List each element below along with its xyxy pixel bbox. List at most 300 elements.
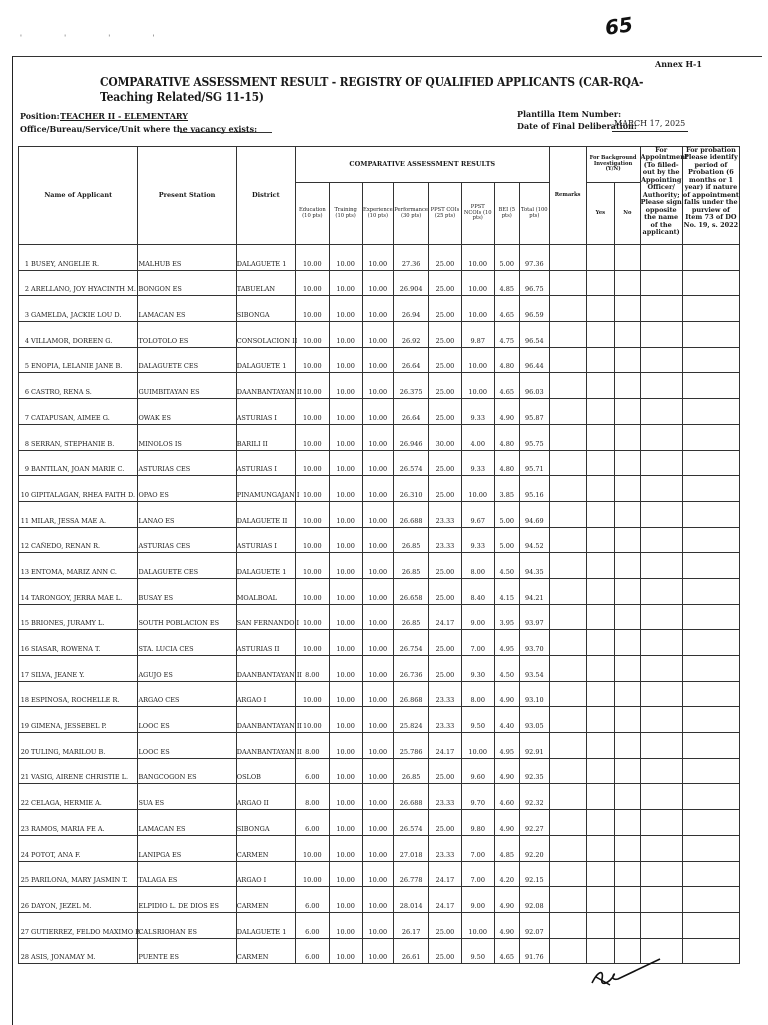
training-score: 10.00 (329, 835, 362, 861)
probation-cell (682, 810, 739, 836)
performance-score: 26.310 (394, 476, 429, 502)
table-row (19, 476, 740, 502)
ppst-coi-score: 25.00 (429, 476, 462, 502)
district: ARGAO II (236, 784, 295, 810)
education-score: 10.00 (295, 476, 329, 502)
performance-score: 26.85 (394, 758, 429, 784)
applicant-name: DAYON, JEZEL M. (31, 901, 92, 910)
signature-image (588, 953, 668, 993)
background-yes-cell (586, 604, 615, 630)
applicant-name: BANTILAN, JOAN MARIE C. (31, 465, 125, 474)
experience-score: 10.00 (362, 296, 394, 322)
probation-cell (682, 861, 739, 887)
applicant-cell (19, 861, 138, 887)
present-station: BANGCOGON ES (138, 758, 236, 784)
bei-score: 5.00 (494, 245, 519, 271)
performance-score: 27.018 (394, 835, 429, 861)
ppst-ncoi-score: 9.60 (461, 758, 494, 784)
total-score: 93.05 (519, 707, 549, 733)
total-score: 96.44 (519, 347, 549, 373)
table-row (19, 347, 740, 373)
education-score: 10.00 (295, 861, 329, 887)
district: SIBONGA (236, 810, 295, 836)
experience-score: 10.00 (362, 861, 394, 887)
remarks-cell (549, 758, 586, 784)
applicant-rows (19, 245, 740, 964)
education-score: 10.00 (295, 373, 329, 399)
applicant-cell (19, 373, 138, 399)
ppst-ncoi-score: 9.30 (461, 656, 494, 682)
performance-score: 26.868 (394, 681, 429, 707)
background-yes-cell (586, 424, 615, 450)
present-station: GUIMBITAYAN ES (138, 373, 236, 399)
performance-score: 28.014 (394, 887, 429, 913)
annex-label: Annex H-1 (655, 59, 702, 69)
row-number: 11 (20, 516, 29, 525)
applicant-name: TARONGOY, JERRA MAE L. (31, 593, 123, 602)
training-score: 10.00 (329, 912, 362, 938)
district: CARMEN (236, 835, 295, 861)
appointment-cell (640, 373, 682, 399)
appointment-cell (640, 296, 682, 322)
total-score: 92.35 (519, 758, 549, 784)
background-no-cell (615, 656, 640, 682)
applicant-name: CELAGA, HERMIE A. (31, 799, 102, 808)
deliberation-date: MARCH 17, 2025 (612, 119, 688, 132)
performance-score: 26.904 (394, 270, 429, 296)
ppst-ncoi-score: 9.00 (461, 604, 494, 630)
applicant-name: CASTRO, RENA S. (31, 388, 92, 397)
remarks-cell (549, 501, 586, 527)
ppst-coi-score: 23.33 (429, 835, 462, 861)
background-no-cell (615, 270, 640, 296)
training-score: 10.00 (329, 604, 362, 630)
row-number: 13 (20, 567, 29, 576)
table-row (19, 270, 740, 296)
header-no: No (615, 183, 640, 245)
ppst-ncoi-score: 7.00 (461, 861, 494, 887)
background-no-cell (615, 758, 640, 784)
background-no-cell (615, 245, 640, 271)
performance-score: 26.375 (394, 373, 429, 399)
remarks-cell (549, 527, 586, 553)
appointment-cell (640, 270, 682, 296)
performance-score: 26.64 (394, 347, 429, 373)
applicant-cell (19, 424, 138, 450)
total-score: 94.21 (519, 578, 549, 604)
ppst-ncoi-score: 7.00 (461, 630, 494, 656)
remarks-cell (549, 733, 586, 759)
education-score: 6.00 (295, 938, 329, 964)
ppst-ncoi-score: 9.33 (461, 450, 494, 476)
present-station: BUSAY ES (138, 578, 236, 604)
probation-cell (682, 681, 739, 707)
bei-score: 4.90 (494, 887, 519, 913)
ppst-coi-score: 23.33 (429, 527, 462, 553)
bei-score: 4.20 (494, 861, 519, 887)
scan-marks: ' ' ' ' (20, 34, 175, 42)
district: BARILI II (236, 424, 295, 450)
ppst-coi-score: 25.00 (429, 630, 462, 656)
probation-cell (682, 270, 739, 296)
experience-score: 10.00 (362, 270, 394, 296)
total-score: 95.87 (519, 399, 549, 425)
background-yes-cell (586, 322, 615, 348)
present-station: ASTURIAS CES (138, 450, 236, 476)
header-education: Education (10 pts) (295, 183, 329, 245)
applicant-cell (19, 784, 138, 810)
applicant-cell (19, 501, 138, 527)
bei-score: 4.15 (494, 578, 519, 604)
background-yes-cell (586, 835, 615, 861)
appointment-note: (To filled-out by the Appointing Officer/ Authority; Please sign opposite the name of the applicant) (640, 160, 682, 237)
ppst-coi-score: 25.00 (429, 373, 462, 399)
total-score: 95.75 (519, 424, 549, 450)
applicant-name: TULING, MARILOU B. (31, 747, 106, 756)
probation-cell (682, 656, 739, 682)
ppst-ncoi-score: 9.87 (461, 322, 494, 348)
bei-score: 4.75 (494, 322, 519, 348)
performance-score: 26.754 (394, 630, 429, 656)
experience-score: 10.00 (362, 476, 394, 502)
bei-score: 4.90 (494, 912, 519, 938)
probation-cell (682, 553, 739, 579)
ppst-coi-score: 25.00 (429, 399, 462, 425)
education-score: 10.00 (295, 604, 329, 630)
total-score: 92.07 (519, 912, 549, 938)
present-station: SUA ES (138, 784, 236, 810)
ppst-ncoi-score: 10.00 (461, 476, 494, 502)
row-number: 25 (20, 876, 29, 885)
training-score: 10.00 (329, 245, 362, 271)
remarks-cell (549, 399, 586, 425)
header-ppst-coi: PPST COIs (25 pts) (429, 183, 462, 245)
remarks-cell (549, 656, 586, 682)
performance-score: 26.85 (394, 527, 429, 553)
remarks-cell (549, 476, 586, 502)
training-score: 10.00 (329, 424, 362, 450)
performance-score: 26.92 (394, 322, 429, 348)
ppst-coi-score: 25.00 (429, 347, 462, 373)
education-score: 10.00 (295, 322, 329, 348)
ppst-ncoi-score: 10.00 (461, 296, 494, 322)
training-score: 10.00 (329, 784, 362, 810)
handwritten-page-mark: 65 (603, 12, 635, 40)
performance-score: 26.946 (394, 424, 429, 450)
row-number: 14 (20, 593, 29, 602)
ppst-coi-score: 25.00 (429, 450, 462, 476)
training-score: 10.00 (329, 501, 362, 527)
position-value: TEACHER II - ELEMENTARY (60, 111, 189, 121)
training-score: 10.00 (329, 758, 362, 784)
education-score: 6.00 (295, 887, 329, 913)
applicant-name: GIMENA, JESSEBEL P. (31, 722, 107, 731)
total-score: 91.76 (519, 938, 549, 964)
total-score: 93.70 (519, 630, 549, 656)
present-station: MALHUB ES (138, 245, 236, 271)
table-row (19, 322, 740, 348)
appointment-cell (640, 450, 682, 476)
education-score: 10.00 (295, 399, 329, 425)
background-no-cell (615, 887, 640, 913)
background-no-cell (615, 501, 640, 527)
appointment-title: For Appointment (640, 146, 688, 162)
ppst-ncoi-score: 10.00 (461, 912, 494, 938)
applicant-name: ENTOMA, MARIZ ANN C. (31, 567, 117, 576)
row-number: 7 (24, 413, 29, 422)
remarks-cell (549, 553, 586, 579)
experience-score: 10.00 (362, 835, 394, 861)
remarks-cell (549, 245, 586, 271)
table-row (19, 912, 740, 938)
row-number: 6 (24, 388, 29, 397)
bei-score: 5.00 (494, 527, 519, 553)
background-yes-cell (586, 270, 615, 296)
experience-score: 10.00 (362, 733, 394, 759)
background-no-cell (615, 630, 640, 656)
district: DAANBANTAYAN II (236, 733, 295, 759)
total-score: 92.91 (519, 733, 549, 759)
present-station: ELPIDIO L. DE DIOS ES (138, 887, 236, 913)
experience-score: 10.00 (362, 912, 394, 938)
appointment-cell (640, 707, 682, 733)
probation-cell (682, 630, 739, 656)
appointment-cell (640, 758, 682, 784)
present-station: OPAO ES (138, 476, 236, 502)
performance-score: 26.736 (394, 656, 429, 682)
document-title: COMPARATIVE ASSESSMENT RESULT - REGISTRY OF QUALIFIED APPLICANTS (CAR-RQA-Teaching Related/SG 11-15) (100, 74, 644, 104)
background-yes-cell (586, 399, 615, 425)
experience-score: 10.00 (362, 501, 394, 527)
present-station: CALSRIOHAN ES (138, 912, 236, 938)
table-row (19, 553, 740, 579)
bei-score: 3.95 (494, 604, 519, 630)
applicant-cell (19, 553, 138, 579)
remarks-cell (549, 347, 586, 373)
training-score: 10.00 (329, 656, 362, 682)
district: MOALBOAL (236, 578, 295, 604)
total-score: 96.59 (519, 296, 549, 322)
district: CONSOLACION II (236, 322, 295, 348)
training-score: 10.00 (329, 527, 362, 553)
performance-score: 25.786 (394, 733, 429, 759)
row-number: 2 (24, 285, 29, 294)
applicant-name: VILLAMOR, DOREEN G. (31, 336, 113, 345)
present-station: LAMACAN ES (138, 296, 236, 322)
plantilla-label: Plantilla Item Number: (517, 109, 622, 119)
applicant-name: CATAPUSAN, AIMEE G. (31, 413, 110, 422)
header-background: For Background Investigation (Y/N) (586, 147, 640, 183)
probation-cell (682, 578, 739, 604)
row-number: 16 (20, 645, 29, 653)
remarks-cell (549, 810, 586, 836)
district: CARMEN (236, 887, 295, 913)
deliberation-label: Date of Final Deliberation: (517, 121, 637, 131)
background-yes-cell (586, 578, 615, 604)
present-station: DALAGUETE CES (138, 553, 236, 579)
probation-cell (682, 347, 739, 373)
remarks-cell (549, 835, 586, 861)
header-car: COMPARATIVE ASSESSMENT RESULTS (295, 147, 549, 183)
applicant-cell (19, 912, 143, 938)
applicant-name: ENOPIA, LELANIE JANE B. (31, 362, 123, 371)
education-score: 6.00 (295, 758, 329, 784)
total-score: 97.36 (519, 245, 549, 271)
present-station: ASTURIAS CES (138, 527, 236, 553)
total-score: 94.69 (519, 501, 549, 527)
experience-score: 10.00 (362, 322, 394, 348)
background-yes-cell (586, 630, 615, 656)
probation-cell (682, 476, 739, 502)
applicant-cell (19, 476, 138, 502)
probation-cell (682, 424, 739, 450)
appointment-cell (640, 424, 682, 450)
ppst-ncoi-score: 9.50 (461, 938, 494, 964)
header-ppst-ncoi: PPST NCOIs (10 pts) (461, 183, 494, 245)
district: ASTURIAS I (236, 527, 295, 553)
appointment-cell (640, 681, 682, 707)
bei-score: 4.65 (494, 373, 519, 399)
education-score: 10.00 (295, 270, 329, 296)
applicant-cell (19, 399, 138, 425)
probation-cell (682, 758, 739, 784)
education-score: 10.00 (295, 553, 329, 579)
header-station: Present Station (138, 147, 236, 245)
applicant-cell (19, 296, 138, 322)
remarks-cell (549, 373, 586, 399)
background-yes-cell (586, 707, 615, 733)
ppst-ncoi-score: 8.40 (461, 578, 494, 604)
applicant-name: SILVA, JEANE Y. (31, 670, 85, 679)
background-yes-cell (586, 450, 615, 476)
training-score: 10.00 (329, 322, 362, 348)
probation-note: Please identify period of Probation (6 months or 1 year) if nature of appointment falls under the purview of Item 73 of DO No. 19, s. 2022 (682, 153, 739, 229)
appointment-cell (640, 347, 682, 373)
bei-score: 4.90 (494, 758, 519, 784)
performance-score: 26.17 (394, 912, 429, 938)
total-score: 93.10 (519, 681, 549, 707)
row-number: 24 (20, 850, 29, 859)
probation-cell (682, 784, 739, 810)
ppst-coi-score: 25.00 (429, 270, 462, 296)
education-score: 10.00 (295, 681, 329, 707)
district: PINAMUNGAJAN I (236, 476, 295, 502)
row-number: 28 (20, 953, 29, 962)
background-no-cell (615, 810, 640, 836)
bei-score: 4.90 (494, 681, 519, 707)
remarks-cell (549, 938, 586, 964)
performance-score: 26.94 (394, 296, 429, 322)
applicant-name: GAMELDA, JACKIE LOU D. (31, 311, 122, 320)
position-label: Position: (20, 111, 60, 121)
probation-cell (682, 399, 739, 425)
header-training: Training (10 pts) (329, 183, 362, 245)
district: DALAGUETE 1 (236, 245, 295, 271)
row-number: 23 (20, 824, 29, 833)
row-number: 8 (24, 439, 29, 448)
background-yes-cell (586, 861, 615, 887)
education-score: 10.00 (295, 424, 329, 450)
performance-score: 25.824 (394, 707, 429, 733)
district: TABUELAN (236, 270, 295, 296)
experience-score: 10.00 (362, 938, 394, 964)
row-number: 18 (20, 696, 29, 705)
total-score: 94.35 (519, 553, 549, 579)
remarks-cell (549, 296, 586, 322)
present-station: LOOC ES (138, 707, 236, 733)
present-station: DALAGUETE CES (138, 347, 236, 373)
background-yes-cell (586, 476, 615, 502)
background-yes-cell (586, 527, 615, 553)
header-yes: Yes (586, 183, 615, 245)
table-row (19, 835, 740, 861)
performance-score: 26.64 (394, 399, 429, 425)
training-score: 10.00 (329, 810, 362, 836)
background-no-cell (615, 707, 640, 733)
experience-score: 10.00 (362, 810, 394, 836)
bei-score: 4.40 (494, 707, 519, 733)
total-score: 92.15 (519, 861, 549, 887)
bei-score: 4.80 (494, 347, 519, 373)
background-no-cell (615, 296, 640, 322)
performance-score: 26.61 (394, 938, 429, 964)
background-no-cell (615, 373, 640, 399)
present-station: LANIPGA ES (138, 835, 236, 861)
present-station: TOLOTOLO ES (138, 322, 236, 348)
appointment-cell (640, 322, 682, 348)
table-row (19, 450, 740, 476)
row-number: 10 (20, 490, 29, 499)
row-number: 1 (24, 259, 29, 268)
applicant-cell (19, 835, 138, 861)
bei-score: 4.85 (494, 270, 519, 296)
appointment-cell (640, 553, 682, 579)
remarks-cell (549, 681, 586, 707)
applicant-cell (19, 270, 138, 296)
background-no-cell (615, 553, 640, 579)
appointment-cell (640, 912, 682, 938)
experience-score: 10.00 (362, 784, 394, 810)
ppst-coi-score: 25.00 (429, 578, 462, 604)
applicant-name: GUTIERREZ, FELDO MAXIMO B. (31, 927, 143, 936)
background-no-cell (615, 861, 640, 887)
present-station: LAMACAN ES (138, 810, 236, 836)
table-row (19, 630, 740, 656)
ppst-ncoi-score: 4.00 (461, 424, 494, 450)
background-no-cell (615, 450, 640, 476)
district: ASTURIAS II (236, 630, 295, 656)
bei-score: 4.80 (494, 424, 519, 450)
performance-score: 26.85 (394, 604, 429, 630)
bei-score: 4.65 (494, 938, 519, 964)
appointment-cell (640, 245, 682, 271)
background-no-cell (615, 399, 640, 425)
remarks-cell (549, 630, 586, 656)
performance-score: 26.85 (394, 553, 429, 579)
experience-score: 10.00 (362, 604, 394, 630)
table-row (19, 373, 740, 399)
present-station: LANAO ES (138, 501, 236, 527)
training-score: 10.00 (329, 476, 362, 502)
applicant-name: ASIS, JONAMAY M. (31, 953, 96, 962)
remarks-cell (549, 424, 586, 450)
bei-score: 4.85 (494, 835, 519, 861)
present-station: SOUTH POBLACION ES (138, 604, 236, 630)
ppst-coi-score: 24.17 (429, 604, 462, 630)
education-score: 8.00 (295, 733, 329, 759)
experience-score: 10.00 (362, 681, 394, 707)
appointment-cell (640, 733, 682, 759)
